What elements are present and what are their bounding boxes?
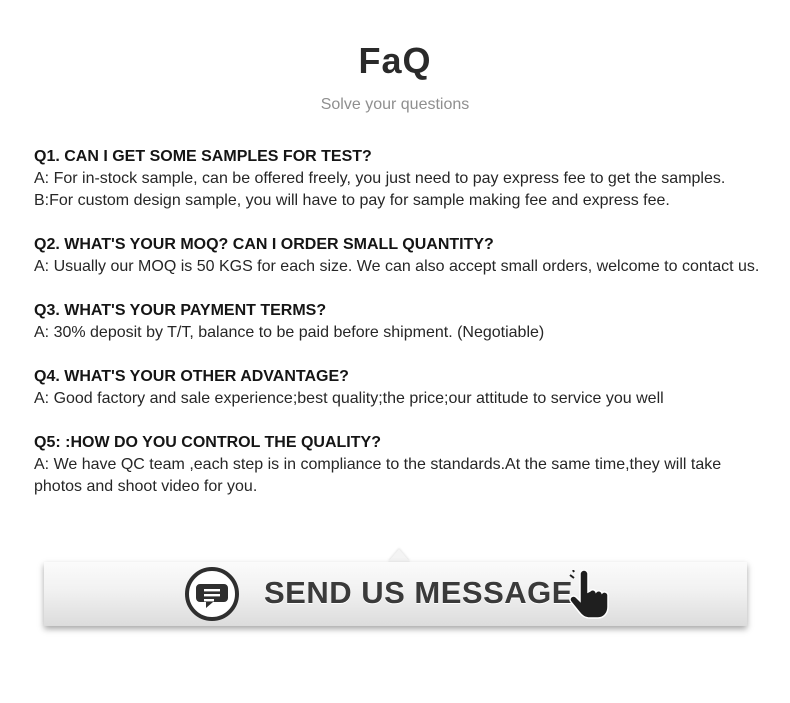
faq-list [34, 146, 764, 520]
faq-item-1 [34, 146, 764, 212]
faq-question: Q5: :HOW DO YOU CONTROL THE QUALITY? [34, 434, 381, 451]
faq-answer: A: Good factory and sale experience;best quality;the price;our attitude to service you well [34, 390, 664, 407]
page-subtitle: Solve your questions [320, 96, 470, 113]
pointing-hand-icon [568, 570, 610, 620]
faq-item-3 [34, 300, 764, 344]
faq-question: Q2. WHAT'S YOUR MOQ? CAN I ORDER SMALL QUANTITY? [34, 236, 494, 253]
send-message-button[interactable] [44, 562, 747, 626]
chat-bubble-icon [184, 566, 240, 622]
faq-item-4 [34, 366, 764, 410]
faq-answer: A: 30% deposit by T/T, balance to be paid before shipment. (Negotiable) [34, 324, 545, 341]
faq-item-5 [34, 432, 764, 498]
page-title: FaQ [358, 40, 432, 81]
faq-question: Q3. WHAT'S YOUR PAYMENT TERMS? [34, 302, 327, 319]
faq-question: Q1. CAN I GET SOME SAMPLES FOR TEST? [34, 148, 372, 165]
faq-item-2 [34, 234, 764, 278]
cta-notch [388, 549, 410, 562]
faq-answer: A: We have QC team ,each step is in compliance to the standards.At the same time,they will take photos and shoot video for you. [34, 456, 722, 495]
send-message-label: SEND US MESSAGE [264, 575, 573, 610]
faq-answer: A: For in-stock sample, can be offered freely, you just need to pay express fee to get the samples. B:For custom design sample, you will have to pay for sample making fee and express fee. [34, 170, 726, 209]
faq-question: Q4. WHAT'S YOUR OTHER ADVANTAGE? [34, 368, 349, 385]
faq-answer: A: Usually our MOQ is 50 KGS for each size. We can also accept small orders, welcome to contact us. [34, 258, 760, 275]
